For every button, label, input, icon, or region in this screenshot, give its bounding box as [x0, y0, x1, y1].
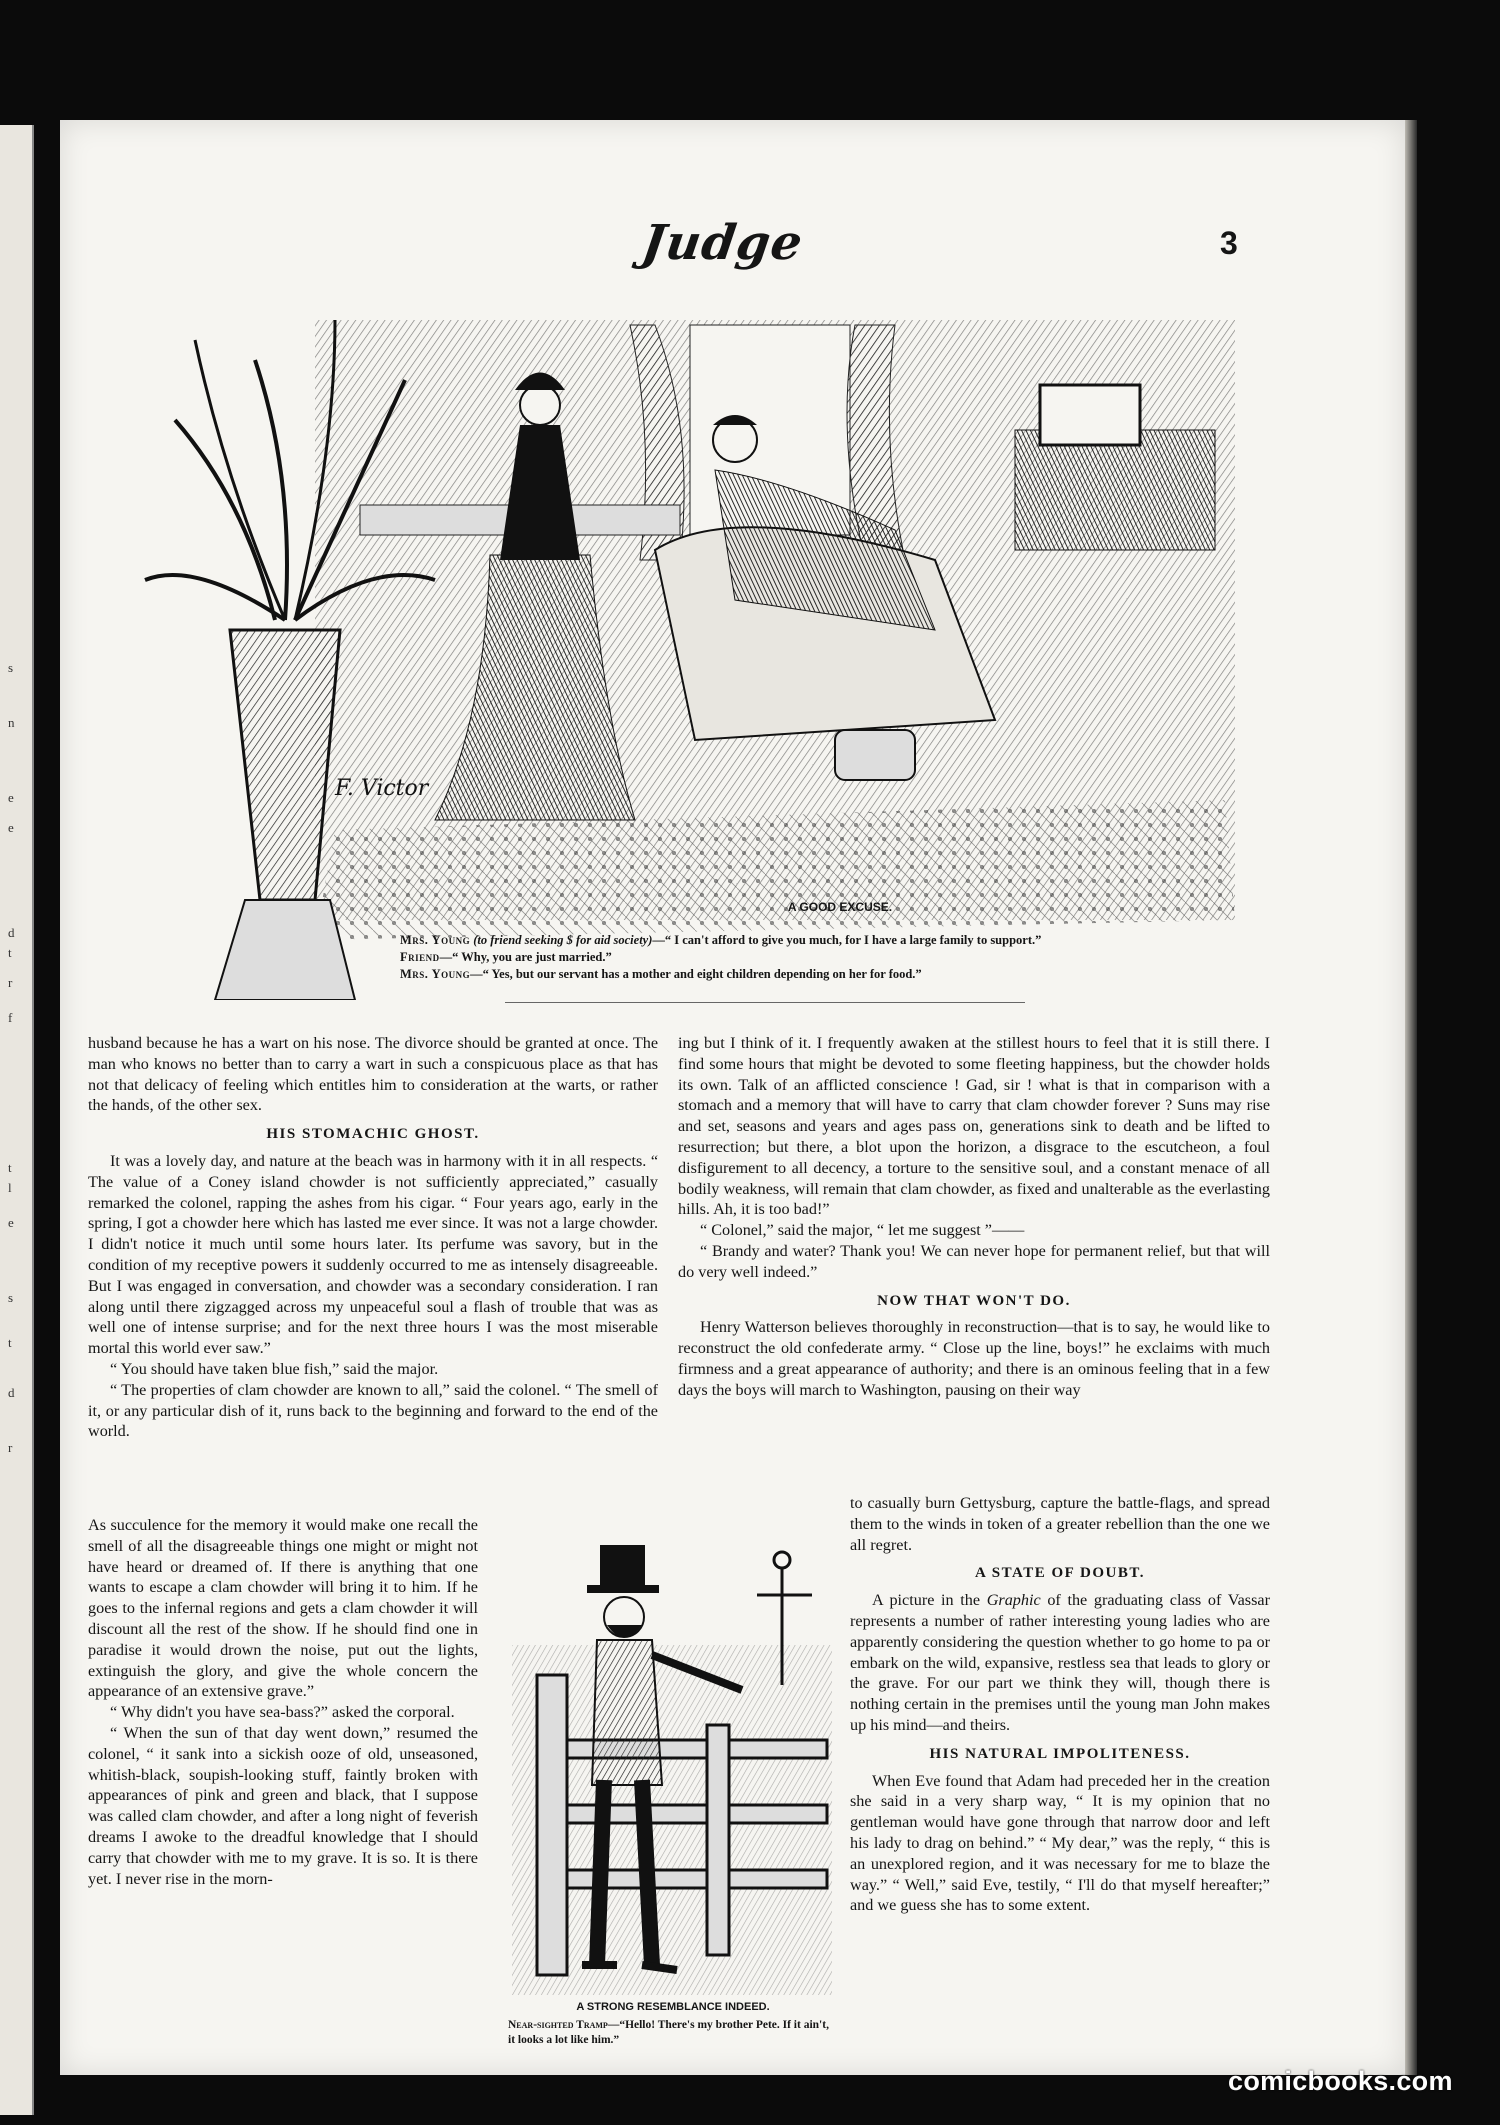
caption-divider [505, 1002, 1025, 1003]
picture-frame [1040, 385, 1140, 445]
column-right-top [678, 1033, 1270, 1401]
edge-letter: d [8, 1385, 15, 1400]
heading-now-that-wont-do: NOW THAT WON'T DO. [877, 1292, 1071, 1309]
caption-text: —“ I can't afford to give you much, for I have a large family to support.” [652, 933, 1042, 947]
caption-text: —“Hello! There's my brother Pete. If it ain't, it looks a lot like him.” [508, 2019, 829, 2046]
edge-letter: t [8, 1160, 12, 1175]
page-edge-shadow [1405, 120, 1417, 2075]
page-number: 3 [1220, 225, 1238, 261]
caption-speaker: Near-sighted Tramp [508, 2019, 608, 2031]
paragraph: “ The properties of clam chowder are known to all,” said the colonel. “ The smell of it, or any particular dish of it, runs back to the beginning and forward to the end of the world. [88, 1380, 658, 1441]
footstool [835, 730, 915, 780]
paragraph: When Eve found that Adam had preceded her in the creation she said in a very sharp way, “ It is my opinion that no gentleman would have gone through that narrow door and left his lady to drag on behind.” “ My dear,” was the reply, “ this is an unexplored region, and it was necessary for me to blaze the way.” “ Well,” said Eve, testily, “ I'll do that myself hereafter;” and we guess she has to some extent. [850, 1771, 1270, 1915]
edge-letter: e [8, 790, 14, 805]
paragraph: ing but I think of it. I frequently awaken at the stillest hours to feel that it is still there. I find some hours that might be devoted to some fleeting happiness, but the chowder holds its own. Talk of an afflicted conscience ! Gad, sir ! what is that in comparison with a stomach and a memory that will have to carry that clam chowder forever ? Suns may rise and set, seasons and years and ages pass on, generations sink to death and be lifted to resurrection; but there, a blot upon the horizon, a disgrace to the escutcheon, a foul disfigurement to all decency, a torture to the sensitive soul, and a constant menace of all bodily weakness, will remain that clam chowder, as fixed and unalterable as the everlasting hills. Ah, it is too bad!” [678, 1034, 1270, 1219]
edge-letter: r [8, 975, 13, 990]
edge-letter: e [8, 1215, 14, 1230]
caption-line-2 [400, 949, 1280, 966]
caption-speaker: Mrs. Young [400, 967, 471, 981]
graphic-italic: Graphic [986, 1591, 1041, 1610]
edge-letter: s [8, 660, 14, 675]
caption-line-3 [400, 966, 1280, 983]
main-cartoon-title: A GOOD EXCUSE. [787, 900, 893, 914]
edge-letter: n [8, 715, 15, 730]
artist-signature: F. Victor [335, 776, 429, 801]
edge-letter: d [8, 925, 15, 940]
column-left-bottom [88, 1515, 478, 1889]
edge-letter: t [8, 945, 12, 960]
small-cartoon-caption [508, 2000, 838, 2048]
magazine-page [60, 120, 1405, 2075]
paragraph: “ Why didn't you have sea-bass?” asked the corporal. [110, 1703, 455, 1722]
edge-letter: r [8, 1440, 13, 1455]
small-cartoon-illustration [512, 1525, 832, 2000]
adjacent-page-letters [8, 125, 28, 2115]
paragraph: “ When the sun of that day went down,” resumed the colonel, “ it sank into a sickish ooze of old, unseasoned, whitish-black, soupish-looking stuff, faintly broken with appearances of pink and green and black, that I suppose was called clam chowder, and after a long night of feverish dreams I awoke to the dreadful knowledge that I should carry that chowder with me to my grave. It is so. It is there yet. I never rise in the morn- [88, 1723, 478, 1888]
paragraph: A picture in the Graphic of the graduating class of Vassar represents a number of rather interesting young ladies who are apparently considering the question whether to go home to pa or embark on the wild, expansive, restless sea that leads to glory or the grave. For our part we think they will, though there is nothing certain in the premises until the young man John makes up his mind—and theirs. [850, 1591, 1270, 1734]
column-right-bottom [850, 1493, 1270, 1916]
paragraph: “ You should have taken blue fish,” said the major. [110, 1359, 439, 1378]
heading-a-state-of-doubt: A STATE OF DOUBT. [975, 1565, 1145, 1582]
article-continuation: husband because he has a wart on his nose. The divorce should be granted at once. The man who knows no better than to carry a wart in such a conspicuous place as that has not that delicacy of feeling which entitles him to consideration at the warts, or rather the hands, of the other sex. [88, 1034, 658, 1115]
piano [1015, 430, 1215, 550]
small-cartoon-title: A STRONG RESEMBLANCE INDEED. [576, 2001, 770, 2013]
masthead-logo: Judge [638, 215, 807, 271]
caption-speaker: Mrs. Young [400, 933, 471, 947]
caption-text: —“ Why, you are just married.” [439, 950, 612, 964]
paragraph: As succulence for the memory it would make one recall the smell of all the disagreeable things one might or might not have heard or dreamed of. If there is anything that one wants to escape a clam chowder will bring it to him. If he goes to the infernal regions and gets a clam chowder it will discount all the rest of the show. If he should find one in paradise it would drown the noise, put out the lights, extinguish the glory, and give the whole concern the appearance of an extensive grave.” [88, 1516, 478, 1701]
caption-aside: (to friend seeking $ for aid society) [473, 933, 653, 947]
heading-his-stomachic-ghost: HIS STOMACHIC GHOST. [266, 1126, 480, 1143]
paragraph: to casually burn Gettysburg, capture the battle-flags, and spread them to the winds in token of a greater rebellion than the one we all regret. [850, 1494, 1270, 1554]
edge-letter: e [8, 820, 14, 835]
heading-his-natural-impoliteness: HIS NATURAL IMPOLITENESS. [929, 1745, 1191, 1762]
edge-letter: l [8, 1180, 12, 1195]
adjacent-page-edge [0, 125, 34, 2115]
watermark: comicbooks.com [1228, 2066, 1453, 2096]
main-cartoon-illustration [135, 300, 1265, 1000]
paragraph: “ Colonel,” said the major, “ let me suggest ”—— [700, 1221, 1025, 1240]
caption-speaker: Friend [400, 950, 440, 964]
column-left-top [88, 1033, 658, 1442]
main-cartoon-caption [400, 900, 1280, 983]
edge-letter: t [8, 1335, 12, 1350]
caption-line-1 [400, 932, 1280, 949]
edge-letter: s [8, 1290, 14, 1305]
edge-letter: f [8, 1010, 13, 1025]
paragraph: Henry Watterson believes thoroughly in reconstruction—that is to say, he would like to reconstruct the old confederate army. “ Close up the line, boys!” he exclaims with much firmness and a great appearance of authority; and there is an ominous feeling that in a few days the boys will march to Washington, pausing on their way [678, 1318, 1270, 1399]
caption-text: —“ Yes, but our servant has a mother and eight children depending on her for food.” [470, 967, 922, 981]
paragraph: It was a lovely day, and nature at the beach was in harmony with it in all respects. “ The value of a Coney island chowder is not sufficiently appreciated,” casually remarked the colonel, rapping the ashes from his cigar. “ Four years ago, early in the spring, I got a chowder here which has lasted me ever since. It was not a large chowder. I didn't notice it much until some hours later. Its perfume was savory, but in the condition of my receptive powers it suddenly occurred to me as intensely disagreeable. But I was engaged in conversation, and chowder was a secondary consideration. I ran along until there zigzagged across my unpeaceful soul a flash of trouble that was as well one of intense surprise; and for the next three hours I was the most miserable mortal this world ever saw.” [88, 1151, 658, 1358]
paragraph: “ Brandy and water? Thank you! We can never hope for permanent relief, but that will do very well indeed.” [678, 1241, 1270, 1281]
